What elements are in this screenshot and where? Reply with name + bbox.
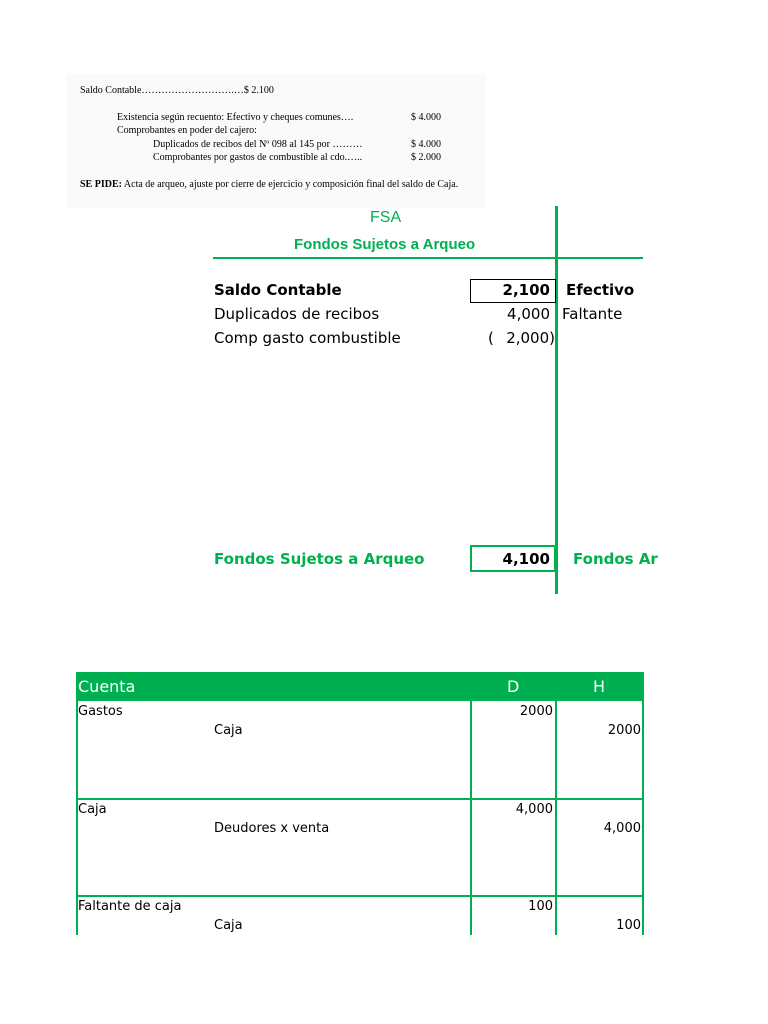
statement-existencia: Existencia según recuento: Efectivo y cheques comunes….	[117, 112, 354, 123]
statement-duplicados: Duplicados de recibos del Nº 098 al 145 por ………	[153, 139, 363, 150]
entry-0-debit-account: Gastos	[78, 704, 123, 719]
fsa-right-total-label: Fondos Ar	[573, 550, 658, 568]
entry-0-debit: 2000	[519, 704, 553, 719]
se-pide-label: SE PIDE:	[80, 179, 122, 190]
statement-existencia-value: $ 4.000	[411, 112, 441, 123]
entry-2-credit-account: Caja	[214, 918, 243, 933]
problem-statement	[67, 74, 485, 208]
fsa-row-value-1: 4,000	[507, 305, 550, 323]
statement-duplicados-value: $ 4.000	[411, 139, 441, 150]
header-cuenta: Cuenta	[78, 677, 136, 696]
fsa-subtitle: Fondos Sujetos a Arqueo	[294, 236, 476, 253]
entry-1-debit: 4,000	[515, 802, 553, 817]
fsa-total-value: 4,100	[502, 550, 550, 568]
entry-1-credit-account: Deudores x venta	[214, 821, 330, 836]
entry-1-credit: 4,000	[603, 821, 641, 836]
entry-2-debit-account: Faltante de caja	[78, 899, 182, 914]
fsa-row-open-paren-2: (	[488, 329, 494, 347]
entry-1-debit-account: Caja	[78, 802, 107, 817]
fsa-title: FSA	[370, 209, 402, 226]
statement-se-pide	[80, 179, 458, 190]
grid-mid-1	[470, 701, 472, 935]
entry-2-credit: 100	[616, 918, 641, 933]
grid-mid-2	[555, 701, 557, 935]
fsa-row-label-1: Duplicados de recibos	[214, 305, 380, 323]
grid-row-sep-2	[76, 895, 644, 897]
t-vertical-line	[555, 206, 558, 594]
entry-0-credit-account: Caja	[214, 723, 243, 738]
fsa-right-row-0: Efectivo	[566, 281, 635, 299]
grid-row-sep-1	[76, 798, 644, 800]
header-debe: D	[507, 677, 520, 696]
statement-saldo-contable: Saldo Contable……………………….…$ 2.100	[80, 85, 274, 96]
fsa-row-label-0: Saldo Contable	[214, 281, 342, 299]
statement-combustible: Comprobantes por gastos de combustible al cdo.…..	[153, 152, 363, 163]
fsa-total-label: Fondos Sujetos a Arqueo	[214, 550, 425, 568]
fsa-row-value-0: 2,100	[502, 281, 550, 299]
fsa-row-label-2: Comp gasto combustible	[214, 329, 401, 347]
statement-comprobantes-header: Comprobantes en poder del cajero:	[117, 125, 257, 136]
se-pide-text: Acta de arqueo, ajuste por cierre de ejercicio y composición final del saldo de Caja.	[123, 179, 459, 190]
entry-0-credit: 2000	[607, 723, 641, 738]
grid-right	[642, 701, 644, 935]
fsa-row-value-2: 2,000)	[506, 329, 555, 347]
entry-2-debit: 100	[528, 899, 553, 914]
fsa-right-row-1: Faltante	[562, 305, 623, 323]
statement-combustible-value: $ 2.000	[411, 152, 441, 163]
header-haber: H	[593, 677, 606, 696]
t-horizontal-line	[213, 257, 643, 259]
journal-header-row	[76, 672, 644, 701]
